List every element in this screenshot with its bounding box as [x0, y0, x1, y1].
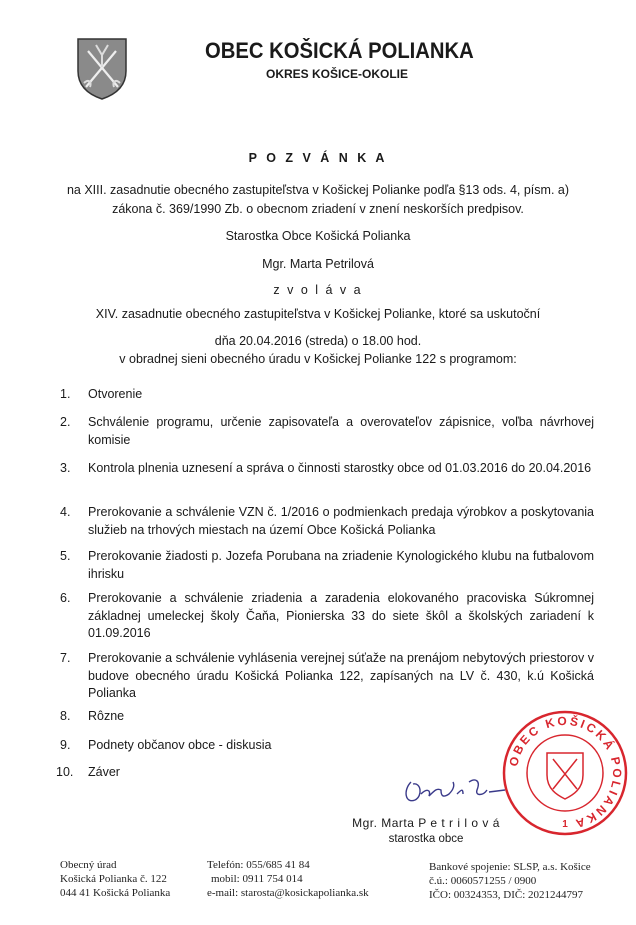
program-item-number: 2. [60, 415, 71, 429]
program-item-number: 9. [60, 738, 71, 752]
program-item-number: 7. [60, 651, 71, 665]
signer-role: starostka obce [388, 833, 464, 845]
stamp-number: 1 [562, 819, 568, 830]
footer-line: č.ú.: 0060571255 / 0900 [429, 875, 537, 887]
program-item-text: Prerokovanie a schválenie zriadenia a zaradenia elokovaného pracoviska Súkromnej základnej umeleckej školy Čaňa, Pionierska 33 do siete škôl a školských zariadení k 01.09.2016 [88, 591, 594, 640]
program-item [60, 548, 594, 583]
session-place: v obradnej sieni obecného úradu v Košickej Polianke 122 s programom: [119, 352, 517, 366]
program-item-number: 8. [60, 709, 71, 723]
document-heading: P O Z V Á N K A [248, 151, 388, 165]
signer-name: Mgr. Marta P e t r i l o v á [352, 816, 500, 830]
mayor-name: Mgr. Marta Petrilová [262, 257, 374, 271]
district-subtitle: OKRES KOŠICE-OKOLIE [265, 67, 408, 81]
footer-contact [207, 858, 369, 900]
program-item-number: 10. [56, 765, 74, 779]
program-item [60, 386, 594, 404]
program-item [60, 504, 594, 539]
program-item-text: Podnety občanov obce - diskusia [88, 738, 272, 752]
program-item-number: 1. [60, 387, 71, 401]
program-item-number: 3. [60, 461, 71, 475]
program-item-number: 6. [60, 591, 71, 605]
program-item-text: Kontrola plnenia uznesení a správa o činnosti starostky obce od 01.03.2016 do 20.04.2016 [88, 461, 592, 475]
program-item [60, 650, 594, 703]
municipality-title: OBEC KOŠICKÁ POLIANKA [205, 38, 474, 63]
footer-email: e-mail: starosta@kosickapolianka.sk [207, 887, 369, 899]
handwritten-signature [397, 760, 507, 810]
program-item [60, 460, 594, 478]
intro-line-1: na XIII. zasadnutie obecného zastupiteľstva v Košickej Polianke podľa §13 ods. 4, písm. a) [66, 183, 570, 197]
footer-bank [429, 860, 591, 902]
program-item [60, 414, 594, 449]
program-item-text: Prerokovanie žiadosti p. Jozefa Porubana na zriadenie Kynologického klubu na futbalovom ihrisku [88, 549, 594, 581]
svg-text:OBEC KOŠICKÁ POLIANKA [506, 713, 624, 831]
footer-line: Bankové spojenie: SLSP, a.s. Košice [429, 861, 591, 873]
session-line: XIV. zasadnutie obecného zastupiteľstva v Košickej Polianke, ktoré sa uskutoční [95, 307, 541, 321]
session-date: dňa 20.04.2016 (streda) o 18.00 hod. [214, 334, 422, 348]
footer-line: mobil: 0911 754 014 [211, 873, 303, 885]
footer-line: IČO: 00324353, DIČ: 2021244797 [429, 889, 583, 901]
program-item-text: Prerokovanie a schválenie VZN č. 1/2016 o podmienkach predaja výrobkov a poskytovania služieb na trhových miestach na území Obce Košická Polianka [88, 505, 594, 537]
intro-line-2: zákona č. 369/1990 Zb. o obecnom zriadení v znení neskorších predpisov. [112, 202, 524, 216]
official-stamp-icon [501, 709, 629, 837]
program-item-text: Rôzne [88, 709, 125, 723]
program-item-number: 4. [60, 505, 71, 519]
footer-line: 044 41 Košická Polianka [60, 887, 171, 899]
footer-line: Telefón: 055/685 41 84 [207, 859, 310, 871]
program-item-text: Záver [88, 765, 120, 779]
program-item-text: Schválenie programu, určenie zapisovateľa a overovateľov zápisnice, voľba návrhovej komisie [88, 415, 594, 447]
mayor-title: Starostka Obce Košická Polianka [225, 229, 411, 243]
footer-line: Košická Polianka č. 122 [60, 873, 167, 885]
program-item-number: 5. [60, 549, 71, 563]
footer-address [60, 858, 170, 900]
footer-line: Obecný úrad [60, 859, 117, 871]
program-item-text: Otvorenie [88, 387, 143, 401]
stamp-text: OBEC KOŠICKÁ POLIANKA [506, 713, 625, 832]
convenes-word: z v o l á v a [273, 283, 363, 297]
program-item-text: Prerokovanie a schválenie vyhlásenia verejnej súťaže na prenájom nebytových priestorov v budove obecného úradu Košická Polianka 122, zapísaných na LV č. 430, k.ú Košická Polianka [88, 651, 594, 700]
program-item [60, 590, 594, 643]
